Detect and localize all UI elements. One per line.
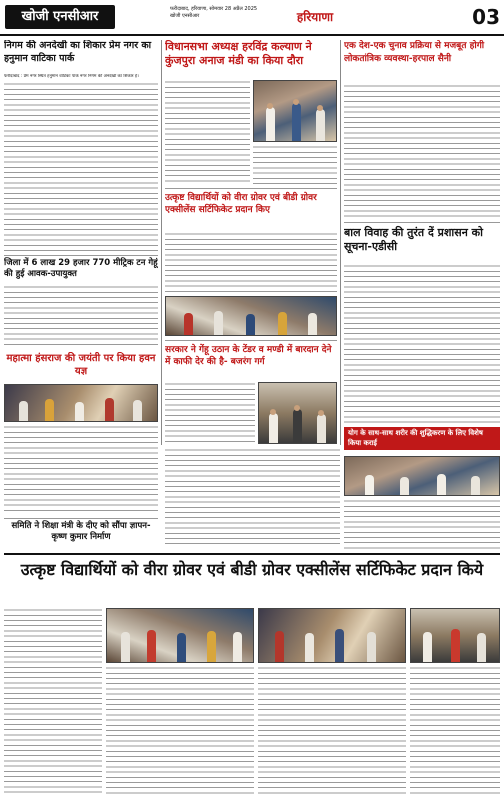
mid-story-3-headline: सरकार ने गेंहू उठान के टेंडर व मण्डी में बारदान देने में काफी देर की है- बजरंग गर्ग: [165, 345, 332, 367]
body-text-lines: [253, 145, 337, 185]
left-story-3-headline: महात्मा हंसराज की जयंती पर किया हवन यज्ञ: [6, 353, 156, 377]
bottom-story-body-2: [106, 666, 254, 796]
dateline-text: फरीदाबाद, हरियाणा, सोमवार 28 अप्रैल 2025: [170, 6, 258, 12]
bottom-story-headline-block: [4, 553, 500, 605]
bottom-story-headline: उत्कृष्ट विद्यार्थियों को वीरा ग्रोवर एवं बीडी ग्रोवर एक्सीलेंस सर्टिफिकेट प्रदान किये: [20, 560, 484, 579]
body-text-lines: [165, 80, 250, 185]
left-story-1-headline: निगम की अनदेखी का शिकार प्रेम नगर का हनुमान वाटिका पार्क: [4, 40, 152, 64]
person-head: [270, 409, 276, 415]
person-head: [318, 410, 324, 416]
person-figure: [367, 632, 376, 662]
body-text-lines: [4, 82, 158, 252]
person-figure: [19, 401, 28, 421]
right-story-1-headline-block: [344, 40, 500, 82]
person-figure: [365, 475, 374, 495]
newspaper-logo: खोजी एनसीआर: [5, 5, 115, 29]
person-figure: [177, 633, 186, 662]
right-story-3-body: [344, 499, 500, 549]
body-text-lines: [258, 666, 406, 796]
person-figure: [335, 629, 344, 662]
body-text-lines: [106, 666, 254, 796]
right-story-1-body: [344, 84, 500, 219]
person-figure: [316, 109, 325, 141]
right-story-3-headline: योग के साथ-साथ शरीर की शुद्धिकरण के लिए विशेष किया कराई: [344, 427, 500, 450]
body-text-lines: [165, 382, 255, 444]
body-text-lines: [4, 425, 158, 515]
dateline: [170, 6, 265, 20]
person-figure: [292, 103, 301, 141]
person-figure: [214, 311, 223, 335]
person-figure: [275, 631, 284, 662]
right-story-3-headline-block: [344, 427, 500, 453]
person-figure: [75, 402, 84, 421]
bottom-story-photo-1: [106, 608, 254, 663]
lead-story-headline-block: [165, 40, 337, 78]
person-figure: [317, 414, 326, 443]
person-figure: [437, 474, 446, 495]
person-figure: [266, 107, 275, 141]
mid-story-2-headline-block: [165, 188, 337, 230]
body-text-lines: [4, 608, 102, 796]
person-figure: [207, 631, 216, 662]
person-figure: [147, 630, 156, 662]
masthead: [0, 0, 504, 36]
body-text-lines: [344, 84, 500, 219]
lead-story-headline: विधानसभा अध्यक्ष हरविंद्र कल्याण ने कुंजपुरा अनाज मंडी का किया दौरा: [165, 40, 312, 67]
person-figure: [293, 409, 302, 443]
person-figure: [233, 632, 242, 662]
person-figure: [400, 477, 409, 495]
body-text-lines: [410, 666, 500, 796]
person-head: [267, 103, 273, 109]
column-rule: [340, 40, 341, 445]
bottom-story-body-1: [4, 608, 102, 796]
person-figure: [305, 633, 314, 662]
dateline-subline: खोजी एनसीआर: [170, 13, 200, 19]
left-story-2-body: [4, 285, 158, 348]
lead-story-body-2: [253, 145, 337, 185]
body-text-lines: [165, 448, 340, 548]
bottom-story-photo-3: [410, 608, 500, 663]
hawan-photo: [4, 384, 158, 422]
bottom-story-photo-2: [258, 608, 406, 663]
person-figure: [451, 629, 460, 662]
person-figure: [471, 476, 480, 495]
mid-story-3-body: [165, 382, 255, 444]
left-story-1-lead: फरीदाबाद : प्रेम नगर स्थित हनुमान वाटिका पार्क नगर निगम की अनदेखी का शिकार है।: [4, 74, 139, 79]
person-figure: [477, 633, 486, 662]
mid-story-2-photo: [165, 296, 337, 336]
person-figure: [121, 632, 130, 662]
mid-story-2-headline: उत्कृष्ट विद्यार्थियों को वीरा ग्रोवर एवं बीडी ग्रोवर एक्सीलेंस सर्टिफिकेट प्रदान किए: [165, 193, 317, 215]
mid-story-2-body: [165, 232, 337, 294]
right-story-2-headline-block: [344, 222, 500, 262]
person-figure: [246, 314, 255, 335]
section-title: हरियाणा: [296, 10, 334, 24]
person-head: [294, 405, 300, 411]
body-text-lines: [4, 285, 158, 348]
person-figure: [423, 632, 432, 662]
bottom-story-body-4: [410, 666, 500, 796]
body-text-lines: [165, 232, 337, 294]
left-story-1-headline-block: [4, 40, 158, 72]
body-text-lines: [344, 499, 500, 549]
person-figure: [278, 312, 287, 335]
mid-story-3-photo: [258, 382, 337, 444]
left-story-2-headline-block: [4, 255, 158, 283]
mid-story-3-headline-block: [165, 340, 337, 380]
person-figure: [133, 400, 142, 421]
mid-story-3-body-2: [165, 448, 340, 548]
right-story-2-headline: बाल विवाह की तुरंत दें प्रशासन को सूचना-एडीसी: [344, 226, 483, 253]
person-figure: [308, 313, 317, 335]
bottom-story-body-3: [258, 666, 406, 796]
right-story-1-headline: एक देश-एक चुनाव प्रक्रिया से मजबूत होगी लोकतांत्रिक व्यवस्था-हरपाल सैनी: [344, 41, 485, 64]
left-story-4-headline-block: [4, 518, 158, 552]
lead-story-body: [165, 80, 250, 185]
person-head: [293, 99, 299, 105]
lead-story-photo: [253, 80, 337, 142]
person-head: [317, 105, 323, 111]
left-story-1-body: [4, 74, 158, 252]
right-story-2-body: [344, 264, 500, 424]
column-rule: [161, 40, 162, 445]
left-story-4-headline: समिति ने शिक्षा मंत्री के दीए को सौंपा ज्ञापन-कृष्ण कुमार निर्माण: [11, 521, 151, 542]
person-figure: [184, 313, 193, 335]
left-story-3-headline-block: [4, 352, 158, 382]
page-number: 03: [472, 5, 500, 29]
person-figure: [269, 413, 278, 443]
person-figure: [105, 398, 114, 421]
yoga-photo: [344, 456, 500, 496]
left-story-3-body: [4, 425, 158, 515]
left-story-2-headline: जिला में 6 लाख 29 हजार 770 मीट्रिक टन गेहूं की हुई आवक-उपायुक्त: [4, 258, 158, 279]
body-text-lines: [344, 264, 500, 424]
person-figure: [45, 399, 54, 421]
